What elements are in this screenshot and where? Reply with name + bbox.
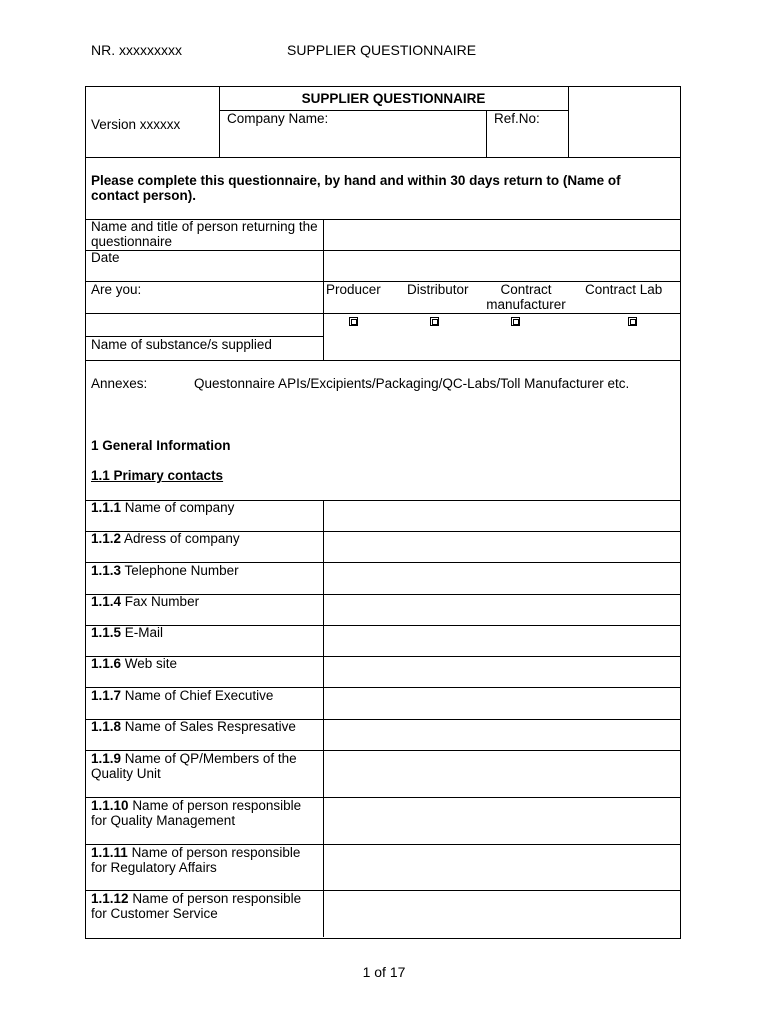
chief-executive-input[interactable] [324,687,679,719]
ref-no-field[interactable]: Ref.No: [494,111,540,126]
contact-row-quality-management: 1.1.10 Name of person responsible for Quality Management [91,798,302,828]
company-name-input[interactable] [324,500,679,531]
quality-management-input[interactable] [324,797,679,844]
substance-label: Name of substance/s supplied [91,337,272,352]
header-title: SUPPLIER QUESTIONNAIRE [287,42,477,58]
contact-row-email: 1.1.5 E-Mail [91,625,164,640]
date-label: Date [91,250,120,265]
page-number: 1 of 17 [362,964,406,980]
telephone-input[interactable] [324,562,679,594]
contact-row-fax: 1.1.4 Fax Number [91,594,200,609]
company-name-field[interactable]: Company Name: [227,111,329,126]
contract-lab-checkbox[interactable] [628,317,637,326]
option-producer-label: Producer [326,282,381,297]
option-distributor-label: Distributor [407,282,469,297]
date-input[interactable] [324,250,679,281]
website-input[interactable] [324,656,679,687]
company-address-input[interactable] [324,531,679,562]
contact-row-chief-executive: 1.1.7 Name of Chief Executive [91,688,274,703]
section-subtitle: 1.1 Primary contacts [91,468,224,483]
qp-members-input[interactable] [324,750,679,797]
option-contract-manufacturer-label: Contract manufacturer [486,282,566,312]
contact-row-company-address: 1.1.2 Adress of company [91,531,240,546]
name-title-input[interactable] [324,219,679,250]
are-you-label: Are you: [91,282,142,297]
contact-row-qp-members: 1.1.9 Name of QP/Members of the Quality Unit [91,751,297,781]
instruction-text: Please complete this questionnaire, by hand and within 30 days return to (Name of contact person). [91,173,621,203]
contact-row-website: 1.1.6 Web site [91,656,178,671]
producer-checkbox[interactable] [349,317,358,326]
regulatory-affairs-input[interactable] [324,844,679,890]
annexes-value: Questonnaire APIs/Excipients/Packaging/QC-Labs/Toll Manufacturer etc. [194,376,630,391]
section-title: 1 General Information [91,438,231,453]
email-input[interactable] [324,625,679,656]
contact-row-sales-representative: 1.1.8 Name of Sales Respresative [91,719,296,734]
sales-representative-input[interactable] [324,719,679,750]
form-title: SUPPLIER QUESTIONNAIRE [301,90,486,106]
name-title-label: Name and title of person returning the questionnaire [91,219,318,249]
customer-service-input[interactable] [324,890,679,937]
option-contract-lab-label: Contract Lab [585,282,663,297]
contact-row-regulatory-affairs: 1.1.11 Name of person responsible for Regulatory Affairs [91,845,301,875]
version-label: Version xxxxxx [91,117,181,132]
contact-row-telephone: 1.1.3 Telephone Number [91,563,239,578]
distributor-checkbox[interactable] [430,317,439,326]
contact-row-customer-service: 1.1.12 Name of person responsible for Customer Service [91,891,302,921]
contract-manufacturer-checkbox[interactable] [511,317,520,326]
fax-input[interactable] [324,594,679,625]
contact-row-company-name: 1.1.1 Name of company [91,500,235,515]
annexes-label: Annexes: [91,376,148,391]
document-number: NR. xxxxxxxxx [91,42,182,58]
substance-input[interactable] [324,336,679,360]
